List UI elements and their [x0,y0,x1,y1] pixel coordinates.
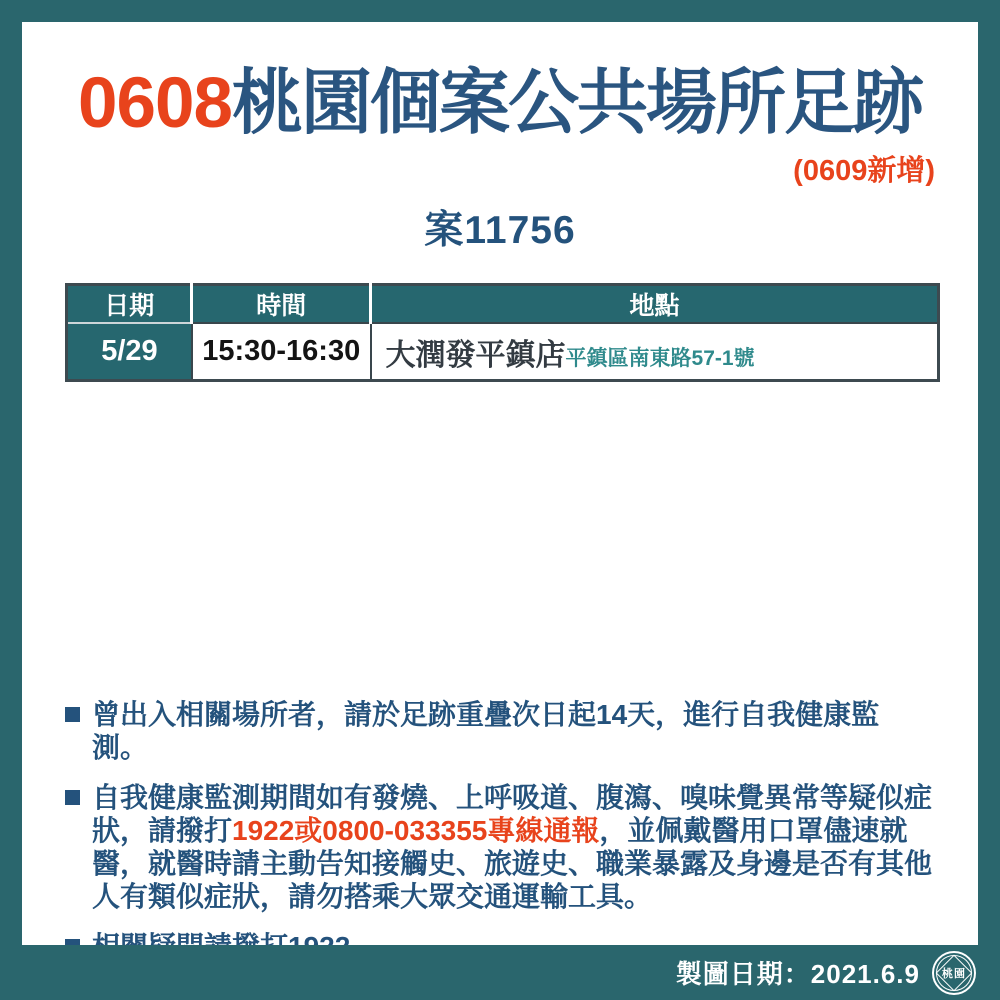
page-title [65,62,935,146]
case-number-heading: 案11756 [424,208,576,252]
seal-text: 桃園 [942,967,966,980]
poster-content [22,22,978,945]
time-cell: 15:30-16:30 [192,323,371,381]
place-cell [371,323,939,381]
hotline-number-highlight: 1922或0800-033355專線通報 [232,815,600,847]
column-header-time: 時間 [192,284,371,323]
date-cell: 5/29 [67,323,192,381]
health-notes [65,698,935,963]
note-text [92,698,935,764]
chart-date-label: 製圖日期：2021.6.9 [675,959,920,989]
note-text [92,781,935,913]
column-header-date: 日期 [67,284,192,323]
note-symptoms-hotline [65,781,935,913]
title-annotation: (0609新增) [793,154,935,187]
title-date-prefix: 0608 [78,64,232,143]
place-name: 大潤發平鎮店 [385,338,566,372]
column-header-place: 地點 [371,284,939,323]
note-segment: ，並佩戴醫用口罩儘速就醫，就醫時請主動告知接觸史、旅遊史、職業暴露及身邊是否有其他人有類似症狀，請勿搭乘大眾交通運輸工具。 [92,815,933,913]
table-header-row [67,284,939,323]
title-main-text: 桃園個案公共場所足跡 [231,64,922,143]
footprint-table [65,283,940,383]
note-segment: 自我健康監測期間如有發燒、上呼吸道、腹瀉、嗅味覺異常等疑似症狀，請撥打 [92,782,933,847]
note-self-monitoring [65,698,935,764]
note-segment: 曾出入相關場所者，請於足跡重疊次日起14天，進行自我健康監測。 [92,699,880,764]
footer-bar [0,945,1000,1000]
table-row [67,323,939,381]
bullet-square-icon [65,707,80,722]
place-address: 平鎮區南東路57-1號 [565,346,755,370]
taoyuan-seal-logo [932,951,976,995]
bullet-square-icon [65,790,80,805]
